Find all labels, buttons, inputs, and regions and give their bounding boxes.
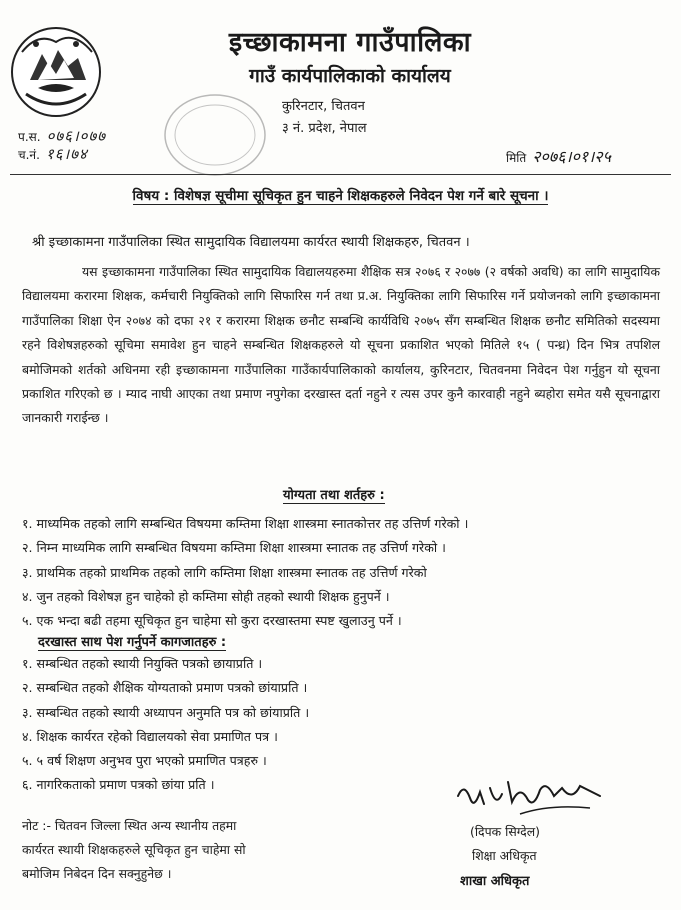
list-item: २. सम्बन्धित तहको शैक्षिक योग्यताको प्रमाण पत्रको छांयाप्रति । [22,680,308,696]
list-item: १. सम्बन्धित तहको स्थायी नियुक्ति पत्रको छायाप्रति । [22,656,263,671]
chalani-value: १६।७४ [45,145,88,163]
qualifications-list [22,512,468,633]
note-line: नोट :- चितवन जिल्ला स्थित अन्य स्थानीय तहमा [22,818,237,833]
documents-title: दरखास्त साथ पेश गर्नुपर्ने कागजातहरु : [38,632,226,651]
chalani-label: च.नं. [18,148,40,162]
office-stamp [160,90,270,180]
list-item: ५. ५ वर्ष शिक्षण अनुभव पुरा भएको प्रमाणित पत्रहरु । [22,753,267,769]
documents-list [22,652,309,798]
subject-text: विषय : विशेषज्ञ सूचीमा सूचिकृत हुन चाहने शिक्षकहरुले निवेदन पेश गर्ने बारे सूचना । [132,188,549,204]
list-item: ३. प्राथमिक तहको प्राथमिक तहको लागि कम्तिमा शिक्षा शास्त्रमा स्नातक तह उत्तिर्ण गरेको [22,564,427,580]
signature [450,774,610,824]
patra-label: प.स. [18,130,41,144]
note-line: कार्यरत स्थायी शिक्षकहरुले सूचिकृत हुन चाहेमा सो [22,842,246,857]
nepal-emblem-logo [8,22,104,118]
header-divider [10,174,671,175]
subject-line [0,186,681,204]
date [506,145,611,167]
org-name: इच्छाकामना गाउँपालिका [228,27,472,58]
body-paragraph: यस इच्छाकामना गाउँपालिका स्थित सामुदायिक विद्यालयहरुमा शैक्षिक सत्र २०७६ र २०७७ (२ वर्षको अवधि) का लागि सामुदायिक विद्यालयमा करारमा शिक्षक, कर्मचारी नियुक्तिको लागि सिफारिस गर्न तथा प्र.अ. नियुक्तिका लागि सिफारिस गर्ने प्रयोजनको लागि इच्छाकामना गाउँपालिका शिक्षा ऐन २०७४ को दफा २१ र करारमा शिक्षक छनौट सम्बन्धि कार्यविधि २०७५ सँग सम्बन्धित शिक्षक छनौट समितिको सदस्यमा रहने विशेषज्ञहरुको सूचिमा समावेश हुन चाहने सम्बन्धित शिक्षकहरुले यो सूचना प्रकाशित भएको मितिले १५ ( पन्ध्र) दिन भित्र तपशिल बमोजिमको शर्तको अधिनमा रही इच्छाकामना गाउँपालिका गाउँकार्यपालिकाको कार्यालय, कुरिनटार, चितवनमा निवेदन पेश गर्नुहुन यो सूचना प्रकाशित गरिएको छ । म्याद नाघी आएका तथा प्रमाण नपुगेका दरखास्त दर्ता नहुने र त्यस उपर कुनै कारवाही नहुने ब्यहोरा समेत यसै सूचनाद्वारा जानकारी गराईन्छ । [22,264,660,426]
signatory-name: (दिपक सिग्देल) [470,824,540,839]
reference-numbers [18,128,106,164]
address-line-1: कुरिनटार, चितवन [282,99,365,114]
office-name: गाउँ कार्यपालिकाको कार्यालय [249,65,451,87]
list-item: ४. शिक्षक कार्यरत रहेको विद्यालयको सेवा प्रमाणित पत्र । [22,728,278,744]
list-item: ४. जुन तहको विशेषज्ञ हुन चाहेको हो कम्तिमा सोही तहको स्थायी शिक्षक हुनुपर्ने । [22,588,390,604]
address-line-2: ३ नं. प्रदेश, नेपाल [282,121,367,136]
signatory-title: शिक्षा अधिकृत [472,848,537,863]
note [22,814,246,886]
qualifications-title: योग्यता तथा शर्तहरु : [283,485,385,504]
list-item: ५. एक भन्दा बढी तहमा सूचिकृत हुन चाहेमा सो कुरा दरखास्तमा स्पष्ट खुलाउनु पर्ने । [22,613,402,629]
list-item: १. माध्यमिक तहको लागि सम्बन्धित विषयमा कम्तिमा शिक्षा शास्त्रमा स्नातकोत्तर तह उत्तिर्ण गरेको । [22,516,469,531]
list-item: ३. सम्बन्धित तहको स्थायी अध्यापन अनुमति पत्र को छांयाप्रति । [22,704,310,720]
addressee: श्री इच्छाकामना गाउँपालिका स्थित सामुदायिक विद्यालयमा कार्यरत स्थायी शिक्षकहरु, चितवन । [32,235,470,250]
list-item: ६. नागरिकताको प्रमाण पत्रको छांया प्रति । [22,777,215,793]
list-item: २. निम्न माध्यमिक लागि सम्बन्धित विषयमा कम्तिमा शिक्षा शास्त्रमा स्नातक तह उत्तिर्ण गरेको । [22,540,446,556]
note-line: बमोजिम निबेदन दिन सक्नुहुनेछ । [22,866,172,881]
patra-value: ०७६।०७७ [46,127,107,145]
date-label: मिति [506,151,527,165]
date-value: २०७६।०१।२५ [532,147,611,166]
signatory-title-2: शाखा अधिकृत [460,874,530,889]
